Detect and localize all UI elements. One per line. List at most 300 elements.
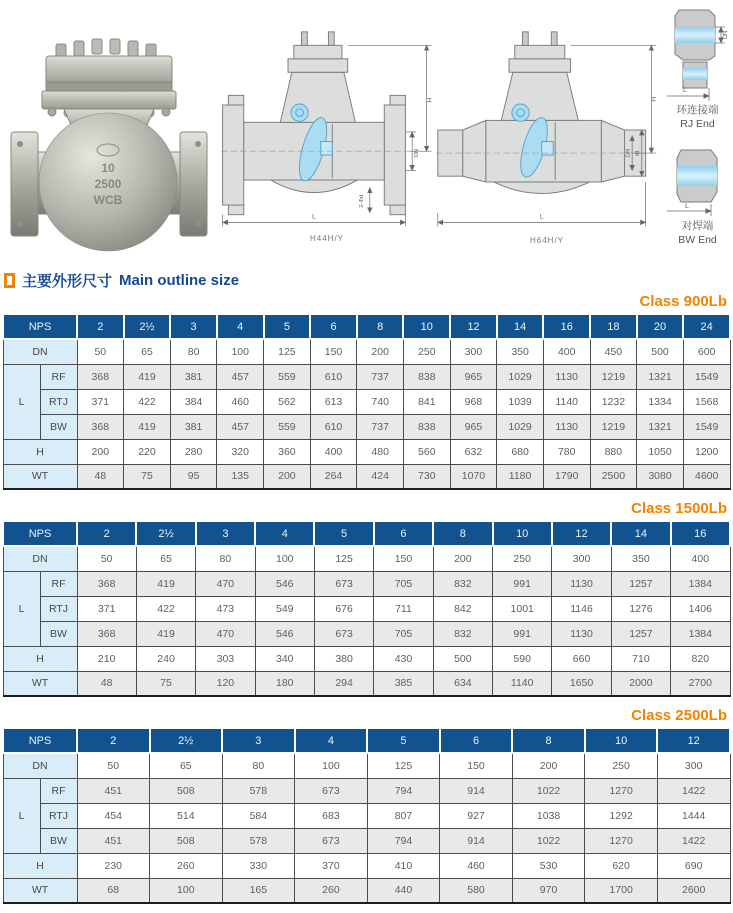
wt-value-cell: 385 (374, 671, 433, 696)
nps-size-cell: 20 (637, 314, 684, 339)
bw-value-cell: 838 (403, 414, 450, 439)
nps-size-cell: 2½ (136, 521, 195, 546)
class-label-900lb: Class 900Lb (639, 293, 727, 310)
rf-value-cell: 1321 (637, 364, 684, 389)
dn-value-cell: 600 (683, 339, 730, 364)
wt-value-cell: 294 (314, 671, 373, 696)
dn-value-cell: 300 (450, 339, 497, 364)
wt-value-cell: 1790 (543, 464, 590, 489)
rf-value-cell: 1422 (657, 778, 730, 803)
bw-value-cell: 914 (440, 828, 513, 853)
bw-value-cell: 508 (150, 828, 223, 853)
nps-size-cell: 4 (217, 314, 264, 339)
rtj-value-cell: 676 (314, 596, 373, 621)
h-value-cell: 280 (170, 439, 217, 464)
rtj-value-cell: 683 (295, 803, 368, 828)
nps-size-cell: 10 (403, 314, 450, 339)
wt-value-cell: 730 (403, 464, 450, 489)
bw-value-cell: 419 (136, 621, 195, 646)
bw-end-drawing (661, 148, 733, 218)
rtj-value-cell: 1444 (657, 803, 730, 828)
dn-value-cell: 250 (493, 546, 552, 571)
section-title-zh: 主要外形尺寸 (22, 272, 113, 290)
section-bullet-icon (4, 273, 15, 288)
nps-size-cell: 10 (493, 521, 552, 546)
bw-value-cell: 1257 (611, 621, 670, 646)
nps-size-cell: 4 (255, 521, 314, 546)
dn-value-cell: 125 (367, 753, 440, 778)
wt-value-cell: 95 (170, 464, 217, 489)
rf-value-cell: 368 (77, 364, 124, 389)
nps-size-cell: 14 (611, 521, 670, 546)
nps-size-cell: 12 (450, 314, 497, 339)
dimension-table-900lb (2, 313, 731, 490)
rtj-value-cell: 740 (357, 389, 404, 414)
rtj-value-cell: 1140 (543, 389, 590, 414)
dim-l-label: L (539, 213, 544, 221)
rtj-value-cell: 514 (150, 803, 223, 828)
h-value-cell: 560 (403, 439, 450, 464)
rtj-value-cell: 1232 (590, 389, 637, 414)
photo-marking-size: 10 (101, 161, 115, 175)
dn-value-cell: 500 (637, 339, 684, 364)
rf-value-cell: 965 (450, 364, 497, 389)
rtj-value-cell: 711 (374, 596, 433, 621)
row-label-rtj: RTJ (40, 389, 77, 414)
bw-value-cell: 368 (77, 414, 124, 439)
dn-value-cell: 200 (433, 546, 492, 571)
nps-size-cell: 2½ (150, 728, 223, 753)
rf-value-cell: 419 (136, 571, 195, 596)
bw-value-cell: 737 (357, 414, 404, 439)
nps-size-cell: 12 (657, 728, 730, 753)
rj-end-drawing (661, 8, 733, 104)
rtj-value-cell: 842 (433, 596, 492, 621)
wt-value-cell: 1070 (450, 464, 497, 489)
wt-value-cell: 2600 (657, 878, 730, 903)
h-value-cell: 260 (150, 853, 223, 878)
nps-size-cell: 6 (374, 521, 433, 546)
photo-marking-class: 2500 (94, 177, 122, 191)
nps-size-cell: 16 (543, 314, 590, 339)
bw-value-cell: 368 (77, 621, 136, 646)
bw-end-label-en: BW End (678, 233, 717, 246)
dn-value-cell: 300 (657, 753, 730, 778)
bw-value-cell: 546 (255, 621, 314, 646)
figure-strip (2, 2, 731, 268)
rf-value-cell: 451 (77, 778, 150, 803)
bw-value-cell: 1130 (552, 621, 611, 646)
rtj-value-cell: 1334 (637, 389, 684, 414)
rtj-value-cell: 968 (450, 389, 497, 414)
wt-value-cell: 260 (295, 878, 368, 903)
rtj-value-cell: 1292 (585, 803, 658, 828)
dn-value-cell: 400 (671, 546, 730, 571)
h-value-cell: 680 (497, 439, 544, 464)
bw-end-label (661, 220, 733, 247)
dn-value-cell: 65 (150, 753, 223, 778)
h-value-cell: 1200 (683, 439, 730, 464)
rf-value-cell: 737 (357, 364, 404, 389)
dn-value-cell: 125 (264, 339, 311, 364)
wt-value-cell: 1650 (552, 671, 611, 696)
h-value-cell: 590 (493, 646, 552, 671)
h-value-cell: 820 (671, 646, 730, 671)
nps-size-cell: 3 (222, 728, 295, 753)
row-label-rf: RF (40, 571, 77, 596)
nps-header-cell: NPS (3, 314, 77, 339)
dim-dn-label: DN (625, 148, 632, 158)
rf-value-cell: 559 (264, 364, 311, 389)
bw-value-cell: 381 (170, 414, 217, 439)
h-value-cell: 303 (196, 646, 255, 671)
rf-value-cell: 381 (170, 364, 217, 389)
h-value-cell: 430 (374, 646, 433, 671)
dimension-table-2500lb (2, 727, 731, 904)
row-label-dn: DN (3, 546, 77, 571)
dn-value-cell: 350 (497, 339, 544, 364)
h-value-cell: 710 (611, 646, 670, 671)
row-label-wt: WT (3, 671, 77, 696)
dim-h-label: H (426, 97, 434, 103)
wt-value-cell: 100 (150, 878, 223, 903)
rtj-value-cell: 460 (217, 389, 264, 414)
h-value-cell: 480 (357, 439, 404, 464)
bw-value-cell: 1384 (671, 621, 730, 646)
row-label-l: L (3, 778, 40, 853)
right-flange (180, 132, 207, 236)
wt-value-cell: 1140 (493, 671, 552, 696)
wt-value-cell: 75 (124, 464, 171, 489)
dn-value-cell: 100 (295, 753, 368, 778)
dn-value-cell: 50 (77, 339, 124, 364)
left-flange (11, 132, 38, 236)
bw-value-cell: 1029 (497, 414, 544, 439)
dn-value-cell: 250 (585, 753, 658, 778)
bw-value-cell: 832 (433, 621, 492, 646)
nps-size-cell: 12 (552, 521, 611, 546)
row-label-bw: BW (40, 621, 77, 646)
bw-value-cell: 965 (450, 414, 497, 439)
h-value-cell: 460 (440, 853, 513, 878)
flanged-drawing-caption: H44H/Y (309, 234, 344, 243)
rtj-value-cell: 1146 (552, 596, 611, 621)
rtj-value-cell: 1568 (683, 389, 730, 414)
h-value-cell: 530 (512, 853, 585, 878)
nps-size-cell: 2 (77, 728, 150, 753)
bonnet-gasket (46, 82, 172, 91)
rf-value-cell: 1022 (512, 778, 585, 803)
dn-value-cell: 80 (170, 339, 217, 364)
nps-size-cell: 5 (264, 314, 311, 339)
dn-value-cell: 65 (124, 339, 171, 364)
dn-value-cell: 450 (590, 339, 637, 364)
wt-value-cell: 634 (433, 671, 492, 696)
flanged-valve-drawing (218, 28, 436, 232)
nps-size-cell: 8 (433, 521, 492, 546)
rf-value-cell: 578 (222, 778, 295, 803)
nps-size-cell: 18 (590, 314, 637, 339)
wt-value-cell: 48 (77, 464, 124, 489)
rf-value-cell: 1549 (683, 364, 730, 389)
photo-marking-material: WCB (93, 193, 123, 207)
dim-l-label: L (685, 203, 689, 210)
section-heading (2, 268, 731, 292)
h-value-cell: 340 (255, 646, 314, 671)
row-label-rtj: RTJ (40, 803, 77, 828)
rf-value-cell: 838 (403, 364, 450, 389)
wt-value-cell: 264 (310, 464, 357, 489)
bw-value-cell: 1270 (585, 828, 658, 853)
wt-value-cell: 135 (217, 464, 264, 489)
wt-value-cell: 75 (136, 671, 195, 696)
row-label-wt: WT (3, 464, 77, 489)
wt-value-cell: 3080 (637, 464, 684, 489)
h-value-cell: 400 (310, 439, 357, 464)
rtj-value-cell: 1001 (493, 596, 552, 621)
dn-value-cell: 80 (196, 546, 255, 571)
row-label-bw: BW (40, 828, 77, 853)
h-value-cell: 230 (77, 853, 150, 878)
bw-value-cell: 1549 (683, 414, 730, 439)
dim-h-label: H (651, 96, 659, 102)
rtj-value-cell: 384 (170, 389, 217, 414)
nps-size-cell: 24 (683, 314, 730, 339)
bw-end-label-zh: 对焊端 (681, 220, 714, 232)
rtj-value-cell: 584 (222, 803, 295, 828)
nps-size-cell: 2 (77, 521, 136, 546)
wt-value-cell: 2000 (611, 671, 670, 696)
h-value-cell: 360 (264, 439, 311, 464)
h-value-cell: 410 (367, 853, 440, 878)
rtj-value-cell: 1039 (497, 389, 544, 414)
row-label-rtj: RTJ (40, 596, 77, 621)
rf-value-cell: 457 (217, 364, 264, 389)
nps-header-cell: NPS (3, 521, 77, 546)
rf-value-cell: 673 (314, 571, 373, 596)
dn-value-cell: 300 (552, 546, 611, 571)
rtj-value-cell: 473 (196, 596, 255, 621)
nps-size-cell: 14 (497, 314, 544, 339)
h-value-cell: 632 (450, 439, 497, 464)
dim-dn-label: DN (413, 148, 420, 158)
bw-value-cell: 470 (196, 621, 255, 646)
wt-value-cell: 200 (264, 464, 311, 489)
rf-value-cell: 794 (367, 778, 440, 803)
wt-value-cell: 970 (512, 878, 585, 903)
buttweld-drawing-caption: H64H/Y (529, 236, 564, 245)
rtj-value-cell: 841 (403, 389, 450, 414)
dn-value-cell: 100 (255, 546, 314, 571)
rtj-value-cell: 371 (77, 389, 124, 414)
dn-value-cell: 200 (512, 753, 585, 778)
rf-value-cell: 368 (77, 571, 136, 596)
bw-value-cell: 578 (222, 828, 295, 853)
bw-value-cell: 451 (77, 828, 150, 853)
rtj-value-cell: 807 (367, 803, 440, 828)
buttweld-valve-drawing (430, 28, 664, 232)
wt-value-cell: 2700 (671, 671, 730, 696)
rf-value-cell: 546 (255, 571, 314, 596)
dn-value-cell: 100 (217, 339, 264, 364)
rf-value-cell: 610 (310, 364, 357, 389)
dn-value-cell: 50 (77, 546, 136, 571)
bw-value-cell: 1130 (543, 414, 590, 439)
rf-value-cell: 991 (493, 571, 552, 596)
rtj-value-cell: 1038 (512, 803, 585, 828)
row-label-h: H (3, 853, 77, 878)
row-label-dn: DN (3, 753, 77, 778)
nps-size-cell: 5 (367, 728, 440, 753)
wt-value-cell: 165 (222, 878, 295, 903)
dn-value-cell: 400 (543, 339, 590, 364)
dim-l-label: L (312, 213, 316, 221)
bw-value-cell: 1219 (590, 414, 637, 439)
rf-value-cell: 1029 (497, 364, 544, 389)
dn-value-cell: 80 (222, 753, 295, 778)
section-title-en: Main outline size (119, 271, 240, 289)
h-value-cell: 880 (590, 439, 637, 464)
bw-value-cell: 610 (310, 414, 357, 439)
row-label-l: L (3, 364, 40, 439)
rtj-value-cell: 371 (77, 596, 136, 621)
dn-value-cell: 150 (310, 339, 357, 364)
rf-value-cell: 508 (150, 778, 223, 803)
nps-size-cell: 3 (196, 521, 255, 546)
h-value-cell: 220 (124, 439, 171, 464)
dn-value-cell: 125 (314, 546, 373, 571)
rj-end-label-en: RJ End (680, 117, 715, 130)
rtj-value-cell: 454 (77, 803, 150, 828)
h-value-cell: 690 (657, 853, 730, 878)
wt-value-cell: 1180 (497, 464, 544, 489)
nps-header-cell: NPS (3, 728, 77, 753)
rf-value-cell: 914 (440, 778, 513, 803)
dim-bolt-label: 2-Φd (359, 194, 366, 208)
rf-value-cell: 1270 (585, 778, 658, 803)
rj-end-label-zh: 环连接端 (676, 104, 719, 116)
h-value-cell: 200 (77, 439, 124, 464)
h-value-cell: 620 (585, 853, 658, 878)
nps-size-cell: 6 (440, 728, 513, 753)
rtj-value-cell: 549 (255, 596, 314, 621)
h-value-cell: 330 (222, 853, 295, 878)
row-label-rf: RF (40, 778, 77, 803)
rf-value-cell: 705 (374, 571, 433, 596)
bw-value-cell: 794 (367, 828, 440, 853)
dn-value-cell: 50 (77, 753, 150, 778)
wt-value-cell: 68 (77, 878, 150, 903)
h-value-cell: 1050 (637, 439, 684, 464)
rtj-value-cell: 927 (440, 803, 513, 828)
nps-size-cell: 2½ (124, 314, 171, 339)
bonnet-flange (42, 91, 176, 109)
swing-check-valve-photo (6, 20, 212, 256)
nps-size-cell: 4 (295, 728, 368, 753)
rtj-value-cell: 422 (136, 596, 195, 621)
row-label-h: H (3, 439, 77, 464)
row-label-rf: RF (40, 364, 77, 389)
row-label-bw: BW (40, 414, 77, 439)
wt-value-cell: 120 (196, 671, 255, 696)
nps-size-cell: 2 (77, 314, 124, 339)
bw-value-cell: 1422 (657, 828, 730, 853)
wt-value-cell: 1700 (585, 878, 658, 903)
nps-size-cell: 5 (314, 521, 373, 546)
class-label-2500lb: Class 2500Lb (631, 707, 727, 724)
wt-value-cell: 48 (77, 671, 136, 696)
h-value-cell: 500 (433, 646, 492, 671)
wt-value-cell: 424 (357, 464, 404, 489)
rf-value-cell: 673 (295, 778, 368, 803)
rtj-value-cell: 1406 (671, 596, 730, 621)
nps-size-cell: 6 (310, 314, 357, 339)
rtj-value-cell: 613 (310, 389, 357, 414)
rf-value-cell: 1384 (671, 571, 730, 596)
bw-value-cell: 705 (374, 621, 433, 646)
bw-value-cell: 1321 (637, 414, 684, 439)
h-value-cell: 780 (543, 439, 590, 464)
dn-value-cell: 350 (611, 546, 670, 571)
rf-value-cell: 1257 (611, 571, 670, 596)
wt-value-cell: 440 (367, 878, 440, 903)
h-value-cell: 240 (136, 646, 195, 671)
bw-value-cell: 991 (493, 621, 552, 646)
bw-value-cell: 673 (314, 621, 373, 646)
wt-value-cell: 580 (440, 878, 513, 903)
nps-size-cell: 8 (357, 314, 404, 339)
wt-value-cell: 4600 (683, 464, 730, 489)
rtj-value-cell: 422 (124, 389, 171, 414)
h-value-cell: 370 (295, 853, 368, 878)
class-label-1500lb: Class 1500Lb (631, 500, 727, 517)
rf-value-cell: 832 (433, 571, 492, 596)
rf-value-cell: 1130 (552, 571, 611, 596)
rf-value-cell: 470 (196, 571, 255, 596)
row-label-l: L (3, 571, 40, 646)
bw-value-cell: 559 (264, 414, 311, 439)
dn-value-cell: 250 (403, 339, 450, 364)
nps-size-cell: 8 (512, 728, 585, 753)
h-value-cell: 380 (314, 646, 373, 671)
dn-value-cell: 150 (374, 546, 433, 571)
row-label-dn: DN (3, 339, 77, 364)
h-value-cell: 210 (77, 646, 136, 671)
rf-value-cell: 1219 (590, 364, 637, 389)
nps-size-cell: 10 (585, 728, 658, 753)
dimension-table-1500lb (2, 520, 731, 697)
bw-value-cell: 457 (217, 414, 264, 439)
nps-size-cell: 3 (170, 314, 217, 339)
rj-end-label (661, 104, 733, 131)
rf-value-cell: 1130 (543, 364, 590, 389)
row-label-h: H (3, 646, 77, 671)
nps-size-cell: 16 (671, 521, 730, 546)
wt-value-cell: 180 (255, 671, 314, 696)
rtj-value-cell: 1276 (611, 596, 670, 621)
wt-value-cell: 2500 (590, 464, 637, 489)
h-value-cell: 660 (552, 646, 611, 671)
rf-value-cell: 419 (124, 364, 171, 389)
dim-d1-label: d1 (634, 149, 641, 157)
dn-value-cell: 150 (440, 753, 513, 778)
dim-l-label: L (683, 87, 687, 94)
row-label-wt: WT (3, 878, 77, 903)
bw-value-cell: 419 (124, 414, 171, 439)
dn-value-cell: 65 (136, 546, 195, 571)
bw-value-cell: 1022 (512, 828, 585, 853)
h-value-cell: 320 (217, 439, 264, 464)
